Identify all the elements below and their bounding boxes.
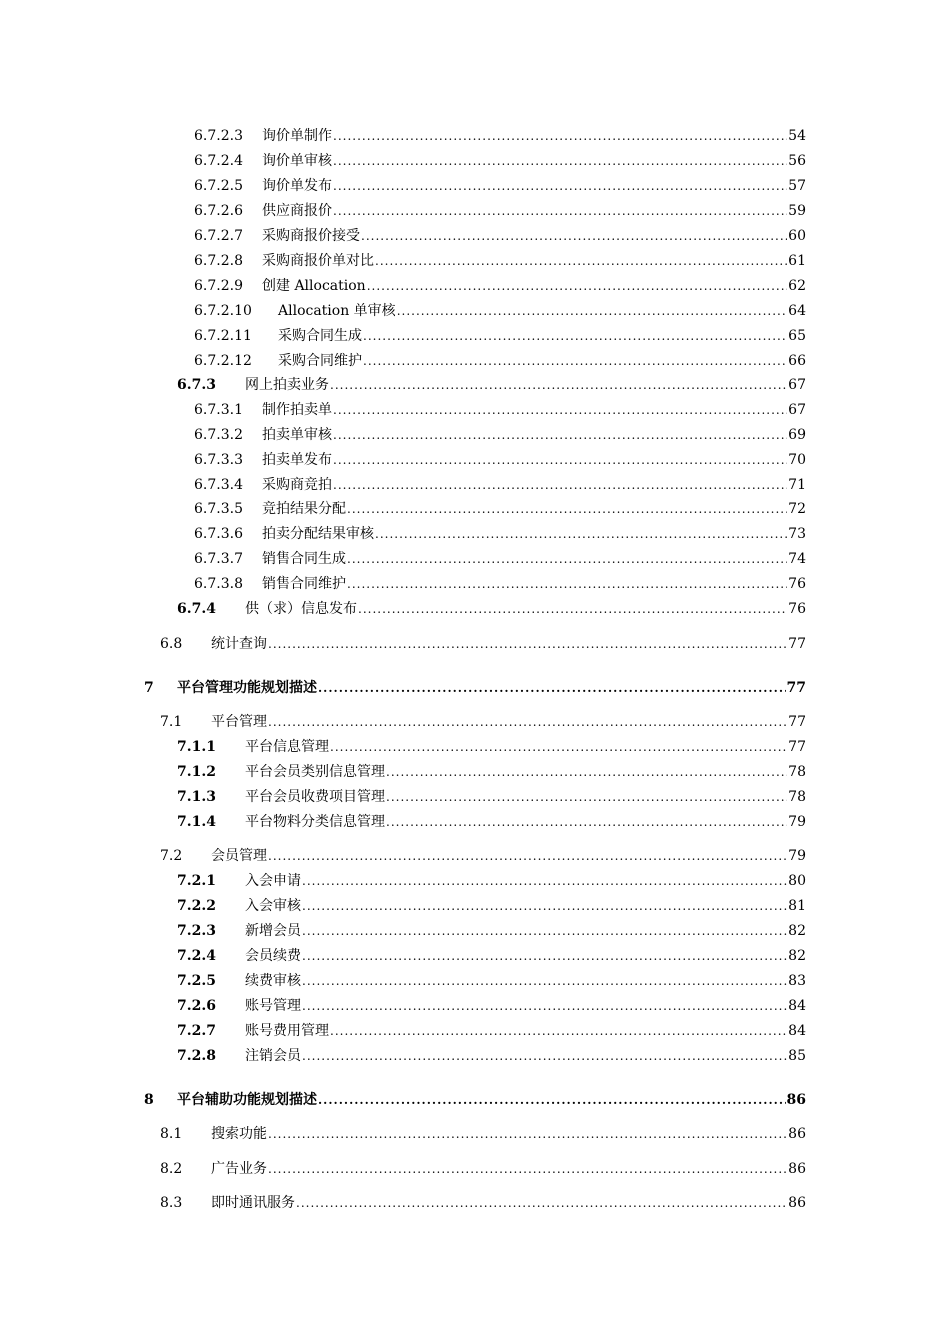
toc-entry-page: 74 [788, 551, 806, 567]
toc-entry[interactable] [177, 896, 806, 916]
toc-entry-number: 6.7.3.3 [194, 452, 243, 468]
toc-entry-number: 7.2.8 [177, 1048, 216, 1064]
toc-entry-title: 拍卖分配结果审核 [262, 526, 374, 542]
dot-leader [302, 996, 787, 1016]
toc-entry-title: 询价单制作 [262, 128, 332, 144]
toc-entry-title: 供应商报价 [262, 203, 332, 219]
toc-entry-page: 60 [788, 228, 806, 244]
toc-entry-title: 平台辅助功能规划描述 [177, 1092, 317, 1108]
toc-entry-page: 86 [788, 1195, 806, 1211]
toc-entry-title: 入会申请 [245, 873, 301, 889]
dot-leader [347, 574, 787, 594]
toc-entry[interactable] [144, 678, 806, 698]
toc-entry-number: 8.2 [160, 1161, 183, 1177]
dot-leader [386, 787, 787, 807]
toc-entry-title: 即时通讯服务 [211, 1195, 295, 1211]
toc-entry-number: 6.7.2.7 [194, 228, 243, 244]
toc-entry-title: 平台管理功能规划描述 [177, 680, 317, 696]
toc-entry[interactable] [194, 301, 806, 321]
toc-entry[interactable] [177, 921, 806, 941]
toc-entry-page: 78 [788, 764, 806, 780]
toc-entry-number: 7.2.3 [177, 923, 216, 939]
toc-entry[interactable] [177, 737, 806, 757]
toc-entry-title: 平台会员收费项目管理 [245, 789, 385, 805]
toc-entry-title: 广告业务 [211, 1161, 267, 1177]
toc-entry-number: 7.2.7 [177, 1023, 216, 1039]
toc-entry-page: 77 [786, 680, 806, 696]
toc-entry[interactable] [160, 1124, 806, 1144]
dot-leader [333, 201, 787, 221]
toc-entry-title: 询价单发布 [262, 178, 332, 194]
toc-entry-page: 71 [788, 477, 806, 493]
toc-entry-page: 80 [788, 873, 806, 889]
toc-entry-title: 会员管理 [211, 848, 267, 864]
toc-entry[interactable] [194, 251, 806, 271]
dot-leader [333, 450, 787, 470]
toc-entry-page: 65 [788, 328, 806, 344]
dot-leader [333, 176, 787, 196]
dot-leader [367, 276, 787, 296]
dot-leader [333, 126, 787, 146]
toc-entry-number: 6.7.3 [177, 377, 216, 393]
toc-entry-title: 平台管理 [211, 714, 267, 730]
toc-entry-number: 7.2.2 [177, 898, 216, 914]
toc-entry-number: 7.1.3 [177, 789, 216, 805]
toc-entry-page: 77 [788, 636, 806, 652]
toc-entry-page: 61 [788, 253, 806, 269]
dot-leader [268, 1124, 787, 1144]
toc-entry-title: 会员续费 [245, 948, 301, 964]
toc-entry-page: 82 [788, 923, 806, 939]
toc-entry[interactable] [194, 276, 806, 296]
toc-entry-page: 81 [788, 898, 806, 914]
toc-entry-page: 62 [788, 278, 806, 294]
toc-entry-page: 79 [788, 814, 806, 830]
toc-entry[interactable] [194, 176, 806, 196]
toc-entry[interactable] [177, 375, 806, 395]
toc-entry-number: 6.7.3.1 [194, 402, 243, 418]
toc-entry-title: 供（求）信息发布 [245, 601, 357, 617]
toc-entry-page: 79 [788, 848, 806, 864]
toc-entry[interactable] [194, 326, 806, 346]
toc-entry-number: 6.7.2.5 [194, 178, 243, 194]
toc-entry-number: 6.7.2.12 [194, 353, 252, 369]
toc-entry-page: 77 [788, 714, 806, 730]
toc-entry-page: 67 [788, 377, 806, 393]
toc-entry-title: 询价单审核 [262, 153, 332, 169]
dot-leader [330, 737, 787, 757]
toc-entry[interactable] [160, 1193, 806, 1213]
toc-entry-number: 6.7.3.7 [194, 551, 243, 567]
toc-entry[interactable] [194, 351, 806, 371]
dot-leader [363, 326, 787, 346]
dot-leader [318, 1090, 786, 1110]
toc-entry-number: 6.7.3.4 [194, 477, 243, 493]
toc-entry-number: 7 [144, 680, 154, 696]
toc-entry-title: 平台物料分类信息管理 [245, 814, 385, 830]
toc-entry[interactable] [194, 450, 806, 470]
toc-entry-number: 7.2.5 [177, 973, 216, 989]
toc-entry[interactable] [194, 400, 806, 420]
toc-entry-title: 采购合同生成 [278, 328, 362, 344]
toc-entry-title: 拍卖单发布 [262, 452, 332, 468]
toc-entry-page: 70 [788, 452, 806, 468]
toc-entry-number: 6.7.2.8 [194, 253, 243, 269]
toc-entry-title: Allocation 单审核 [278, 303, 396, 319]
toc-entry[interactable] [194, 425, 806, 445]
toc-entry-number: 6.7.3.5 [194, 501, 243, 517]
toc-entry-page: 84 [788, 998, 806, 1014]
toc-entry-page: 66 [788, 353, 806, 369]
toc-entry[interactable] [194, 549, 806, 569]
toc-entry-title: 网上拍卖业务 [245, 377, 329, 393]
toc-entry-page: 84 [788, 1023, 806, 1039]
dot-leader [268, 1159, 787, 1179]
dot-leader [333, 151, 787, 171]
dot-leader [361, 226, 787, 246]
toc-entry-number: 7.2.1 [177, 873, 216, 889]
toc-entry-page: 72 [788, 501, 806, 517]
toc-entry-page: 86 [786, 1092, 806, 1108]
dot-leader [386, 812, 787, 832]
toc-entry-page: 82 [788, 948, 806, 964]
toc-entry[interactable] [177, 599, 806, 619]
toc-entry[interactable] [194, 151, 806, 171]
toc-entry-number: 8.1 [160, 1126, 183, 1142]
toc-entry[interactable] [177, 762, 806, 782]
dot-leader [302, 971, 787, 991]
dot-leader [347, 499, 787, 519]
toc-entry-page: 78 [788, 789, 806, 805]
toc-entry-number: 7.1.4 [177, 814, 216, 830]
toc-entry-number: 6.7.3.8 [194, 576, 243, 592]
toc-entry-title: 平台会员类别信息管理 [245, 764, 385, 780]
toc-entry-number: 7.1 [160, 714, 183, 730]
toc-entry[interactable] [177, 971, 806, 991]
toc-entry-page: 76 [788, 576, 806, 592]
toc-entry-number: 8 [144, 1092, 154, 1108]
toc-entry[interactable] [194, 475, 806, 495]
dot-leader [302, 896, 787, 916]
dot-leader [333, 425, 787, 445]
toc-entry-number: 7.2 [160, 848, 183, 864]
toc-entry-page: 77 [788, 739, 806, 755]
toc-entry-number: 7.1.2 [177, 764, 216, 780]
dot-leader [358, 599, 787, 619]
toc-entry-title: 制作拍卖单 [262, 402, 332, 418]
toc-entry-page: 86 [788, 1126, 806, 1142]
toc-entry[interactable] [194, 524, 806, 544]
toc-entry[interactable] [144, 1090, 806, 1110]
dot-leader [302, 871, 787, 891]
toc-entry-title: 新增会员 [245, 923, 301, 939]
toc-entry[interactable] [177, 871, 806, 891]
toc-entry[interactable] [177, 1046, 806, 1066]
dot-leader [333, 400, 787, 420]
dot-leader [397, 301, 787, 321]
toc-entry-title: 采购商报价接受 [262, 228, 360, 244]
toc-entry-number: 6.8 [160, 636, 183, 652]
dot-leader [268, 712, 787, 732]
toc-entry-number: 6.7.2.11 [194, 328, 252, 344]
toc-entry-number: 6.7.2.9 [194, 278, 243, 294]
toc-entry[interactable] [194, 499, 806, 519]
toc-entry-title: 竞拍结果分配 [262, 501, 346, 517]
toc-entry[interactable] [177, 946, 806, 966]
toc-entry-page: 59 [788, 203, 806, 219]
toc-entry-page: 83 [788, 973, 806, 989]
dot-leader [268, 634, 787, 654]
toc-entry-page: 73 [788, 526, 806, 542]
dot-leader [386, 762, 787, 782]
toc-entry-number: 6.7.4 [177, 601, 216, 617]
dot-leader [375, 524, 787, 544]
toc-entry[interactable] [160, 712, 806, 732]
dot-leader [330, 1021, 787, 1041]
toc-entry-title: 拍卖单审核 [262, 427, 332, 443]
toc-entry[interactable] [194, 201, 806, 221]
toc-entry-title: 销售合同维护 [262, 576, 346, 592]
dot-leader [268, 846, 787, 866]
toc-entry[interactable] [177, 787, 806, 807]
toc-entry-title: 入会审核 [245, 898, 301, 914]
toc-entry-title: 搜索功能 [211, 1126, 267, 1142]
dot-leader [302, 946, 787, 966]
toc-entry-title: 采购商竞拍 [262, 477, 332, 493]
toc-entry-page: 56 [788, 153, 806, 169]
toc-entry-number: 6.7.3.6 [194, 526, 243, 542]
toc-entry-page: 67 [788, 402, 806, 418]
toc-entry[interactable] [160, 846, 806, 866]
toc-entry-page: 69 [788, 427, 806, 443]
dot-leader [363, 351, 787, 371]
toc-entry[interactable] [194, 574, 806, 594]
toc-entry-number: 6.7.2.3 [194, 128, 243, 144]
dot-leader [347, 549, 787, 569]
toc-entry[interactable] [177, 812, 806, 832]
dot-leader [375, 251, 787, 271]
toc-entry-number: 7.2.4 [177, 948, 216, 964]
toc-entry[interactable] [194, 126, 806, 146]
toc-entry-title: 续费审核 [245, 973, 301, 989]
toc-entry-title: 注销会员 [245, 1048, 301, 1064]
toc-entry-title: 统计查询 [211, 636, 267, 652]
toc-entry-title: 销售合同生成 [262, 551, 346, 567]
dot-leader [302, 1046, 787, 1066]
toc-entry-title: 平台信息管理 [245, 739, 329, 755]
toc-entry-number: 6.7.3.2 [194, 427, 243, 443]
toc-entry-number: 7.2.6 [177, 998, 216, 1014]
dot-leader [296, 1193, 787, 1213]
toc-entry-page: 86 [788, 1161, 806, 1177]
toc-entry-number: 6.7.2.4 [194, 153, 243, 169]
dot-leader [302, 921, 787, 941]
toc-entry-title: 采购合同维护 [278, 353, 362, 369]
toc-entry[interactable] [160, 634, 806, 654]
dot-leader [330, 375, 787, 395]
toc-entry-page: 54 [788, 128, 806, 144]
toc-entry-page: 85 [788, 1048, 806, 1064]
toc-entry-number: 6.7.2.10 [194, 303, 252, 319]
toc-entry[interactable] [177, 996, 806, 1016]
toc-entry[interactable] [194, 226, 806, 246]
toc-entry-title: 账号管理 [245, 998, 301, 1014]
toc-entry-page: 57 [788, 178, 806, 194]
dot-leader [318, 678, 786, 698]
toc-entry-page: 64 [788, 303, 806, 319]
toc-entry[interactable] [177, 1021, 806, 1041]
toc-entry-title: 账号费用管理 [245, 1023, 329, 1039]
toc-entry-title: 采购商报价单对比 [262, 253, 374, 269]
toc-entry[interactable] [160, 1159, 806, 1179]
toc-entry-page: 76 [788, 601, 806, 617]
toc-entry-number: 7.1.1 [177, 739, 216, 755]
toc-entry-title: 创建 Allocation [262, 278, 366, 294]
dot-leader [333, 475, 787, 495]
toc-entry-number: 8.3 [160, 1195, 183, 1211]
toc-entry-number: 6.7.2.6 [194, 203, 243, 219]
